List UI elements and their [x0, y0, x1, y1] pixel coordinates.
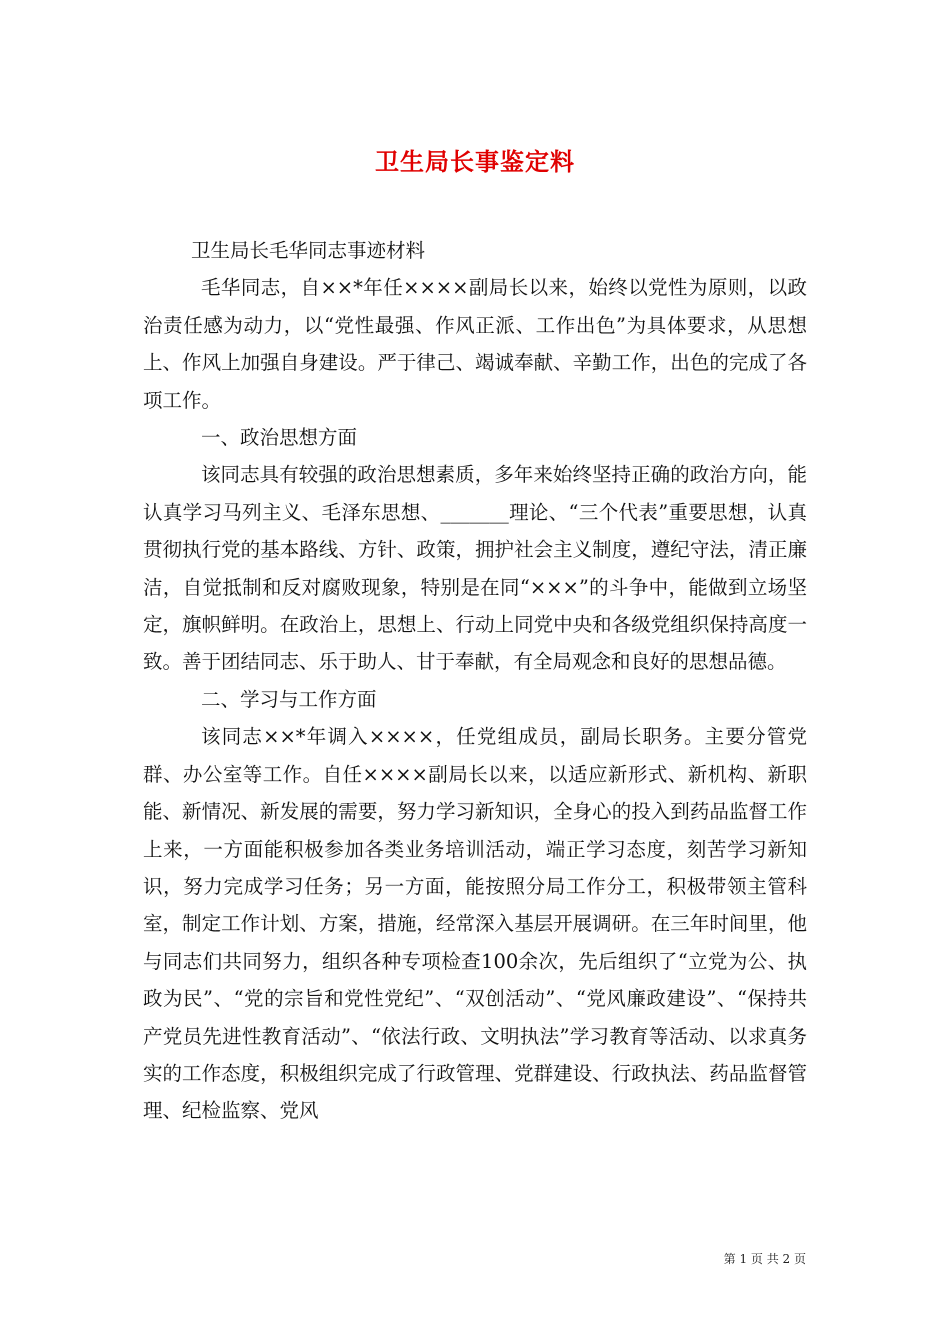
section-heading-political: 一、政治思想方面	[201, 426, 358, 450]
document-body	[143, 232, 807, 1130]
section-heading-study-work: 二、学习与工作方面	[201, 687, 377, 711]
intro-paragraph: 毛华同志，自××*年任××××副局长以来，始终以党性为原则，以政治责任感为动力，以“党性最强、作风正派、工作出色”为具体要求，从思想上、作风上加强自身建设。严于律己、竭诚奉献、辛勤工作，出色的完成了各项工作。	[143, 276, 807, 412]
study-work-paragraph: 该同志××*年调入××××，任党组成员，副局长职务。主要分管党群、办公室等工作。自任××××副局长以来，以适应新形式、新机构、新职能、新情况、新发展的需要，努力学习新知识，全身心的投入到药品监督工作上来，一方面能积极参加各类业务培训活动，端正学习态度，刻苦学习新知识，努力完成学习任务；另一方面，能按照分局工作分工，积极带领主管科室，制定工作计划、方案，措施，经常深入基层开展调研。在三年时间里，他与同志们共同努力，组织各种专项检查100余次，先后组织了“立党为公、执政为民”、“党的宗旨和党性党纪”、“双创活动”、“党风廉政建设”、“保持共产党员先进性教育活动”、“依法行政、文明执法”学习教育等活动、以求真务实的工作态度，积极组织完成了行政管理、党群建设、行政执法、药品监督管理、纪检监察、党风	[143, 725, 807, 1123]
document-subtitle: 卫生局长毛华同志事迹材料	[191, 239, 426, 262]
document-title: 卫生局长事鉴定料	[375, 147, 575, 177]
page-number: 第 1 页 共 2 页	[723, 1252, 806, 1266]
political-paragraph: 该同志具有较强的政治思想素质，多年来始终坚持正确的政治方向，能认真学习马列主义、毛泽东思想、_______理论、“三个代表”重要思想，认真贯彻执行党的基本路线、方针、政策，拥护社会主义制度，遵纪守法，清正廉洁，自觉抵制和反对腐败现象，特别是在同“×××”的斗争中，能做到立场坚定，旗帜鲜明。在政治上，思想上、行动上同党中央和各级党组织保持高度一致。善于团结同志、乐于助人、甘于奉献，有全局观念和良好的思想品德。	[143, 463, 807, 674]
